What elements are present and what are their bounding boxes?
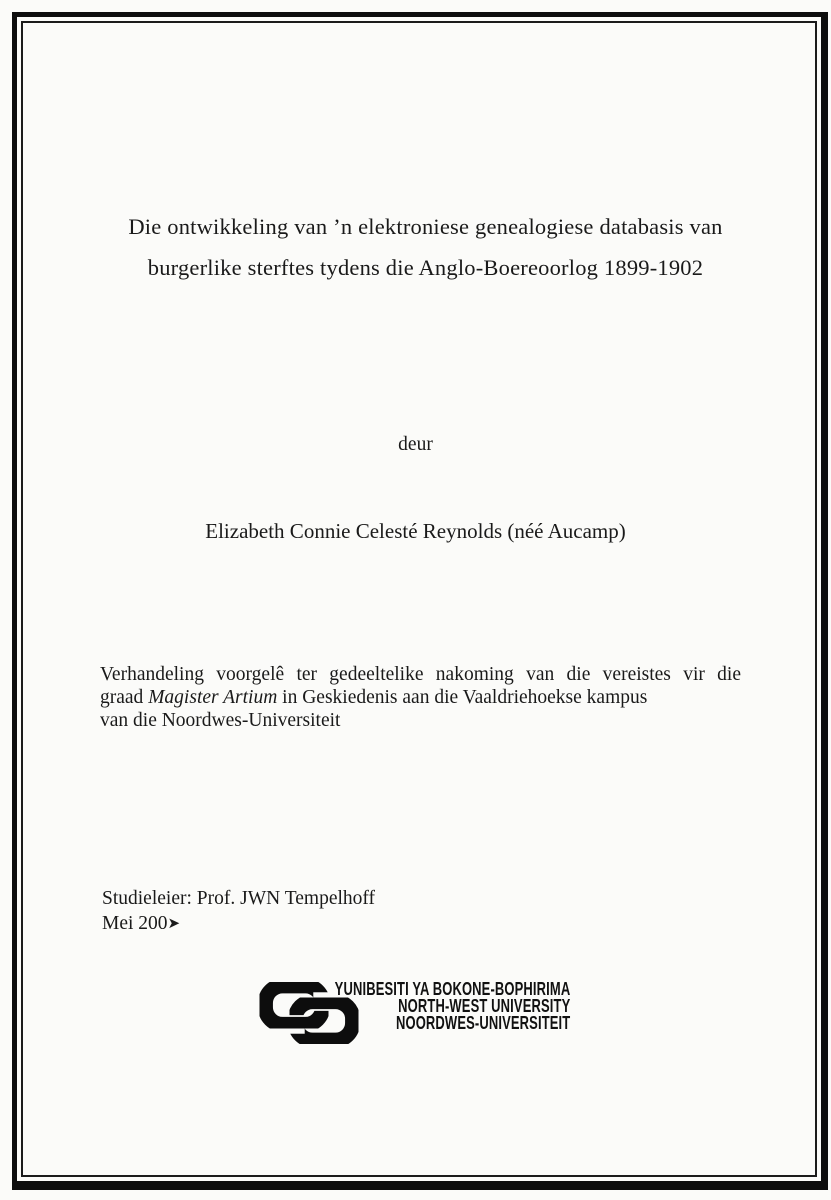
thesis-title-line-2: burgerlike sterftes tydens die Anglo-Boereoorlog 1899-1902 [147, 255, 704, 280]
declaration-line-2-suffix: in Geskiedenis aan die Vaaldriehoekse kampus [277, 687, 648, 708]
declaration-line-3: van die Noordwes-Universiteit [100, 710, 341, 731]
date-line [102, 911, 375, 936]
degree-name-italic: Magister Artium [148, 687, 278, 708]
handwritten-seven-glyph: ➤ [167, 914, 181, 932]
supervisor-line: Studieleier: Prof. JWN Tempelhoff [102, 888, 376, 909]
declaration-line-2 [100, 686, 741, 709]
date-prefix: Mei 200 [102, 913, 168, 934]
logo-line-setswana: YUNIBESITI YA BOKONE-BOPHIRIMA [334, 979, 570, 999]
byline-deur: deur [398, 434, 433, 455]
declaration-line-1: Verhandeling voorgelê ter gedeeltelike nakoming van die vereistes vir die [100, 664, 741, 685]
logo-line-english: NORTH-WEST UNIVERSITY [397, 996, 570, 1016]
logo-line-afrikaans: NOORDWES-UNIVERSITEIT [395, 1013, 570, 1033]
thesis-title-line-1: Die ontwikkeling van ’n elektroniese genealogiese databasis van [128, 214, 723, 239]
thesis-title [75, 206, 776, 288]
author-name: Elizabeth Connie Celesté Reynolds (néé Aucamp) [205, 519, 626, 543]
declaration-line-2-prefix: graad [100, 687, 149, 708]
declaration-paragraph [100, 663, 741, 732]
supervisor-block [102, 886, 375, 936]
university-logo-wordmark [334, 981, 570, 1032]
